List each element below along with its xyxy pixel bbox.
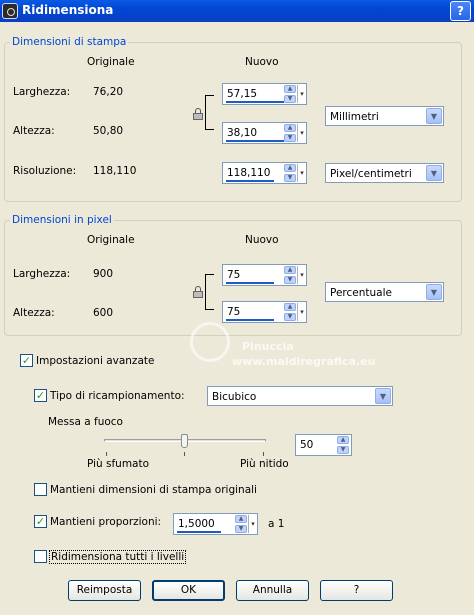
pixel-new-header: Nuovo [245, 234, 279, 246]
spin-down-icon[interactable]: ▼ [284, 174, 296, 182]
spin-down-icon[interactable]: ▼ [284, 276, 296, 284]
sharpen-value: 50 [300, 439, 314, 451]
spin-up-icon[interactable]: ▲ [284, 85, 296, 93]
dropdown-arrow-icon[interactable]: ▾ [297, 85, 306, 103]
spin-down-icon[interactable]: ▼ [284, 134, 296, 142]
resize-all-layers-label: Ridimensiona tutti i livelli [51, 551, 185, 563]
help-button[interactable]: ? [320, 580, 393, 601]
dropdown-arrow-icon[interactable]: ▾ [297, 164, 306, 182]
window-title: Ridimensiona [22, 3, 114, 17]
sharpen-slider-thumb[interactable] [181, 434, 188, 448]
pixel-height-input[interactable] [222, 301, 307, 323]
keep-ratio-label: Mantieni proporzioni: [50, 516, 162, 528]
sharpen-label: Messa a fuoco [48, 416, 123, 428]
keep-print-size-label: Mantieni dimensioni di stampa originali [50, 484, 257, 496]
title-bar[interactable] [0, 0, 474, 22]
resolution-original: 118,110 [93, 165, 137, 177]
spin-down-icon[interactable]: ▼ [284, 95, 296, 103]
pixel-link-bracket [205, 274, 214, 310]
resolution-value: 118,110 [227, 167, 271, 179]
spin-up-icon[interactable]: ▲ [284, 266, 296, 274]
spin-up-icon[interactable]: ▲ [235, 515, 247, 523]
resolution-input[interactable] [222, 162, 307, 184]
sharpen-input[interactable] [295, 434, 352, 456]
advanced-settings-label: Impostazioni avanzate [36, 355, 155, 367]
watermark-name: Pinuccia [242, 340, 294, 353]
lock-icon [193, 108, 203, 120]
spin-down-icon[interactable]: ▼ [284, 313, 296, 321]
print-new-header: Nuovo [245, 56, 279, 68]
pixel-height-label: Altezza: [13, 307, 55, 319]
pixel-unit-select[interactable] [325, 282, 444, 302]
spin-down-icon[interactable]: ▼ [235, 525, 247, 533]
print-width-value: 57,15 [227, 88, 258, 100]
chevron-down-icon[interactable]: ▼ [426, 165, 442, 181]
resolution-unit-value: Pixel/centimetri [330, 168, 412, 180]
sharpen-left-label: Più sfumato [87, 458, 150, 470]
slider-tick-right [263, 452, 264, 456]
print-link-bracket [205, 95, 214, 130]
chevron-down-icon[interactable]: ▼ [426, 108, 442, 124]
print-original-header: Originale [87, 56, 135, 68]
spin-up-icon[interactable]: ▲ [284, 124, 296, 132]
check-icon: ✓ [35, 389, 46, 402]
resolution-underline [226, 180, 274, 182]
sharpen-right-label: Più nitido [240, 458, 289, 470]
ratio-value: 1,5000 [178, 518, 215, 530]
pixel-unit-value: Percentuale [330, 287, 392, 299]
pixel-width-underline [226, 282, 274, 284]
keep-ratio-checkbox[interactable] [34, 515, 47, 528]
check-icon: ✓ [21, 354, 32, 367]
pixel-height-value: 75 [227, 306, 241, 318]
print-width-original: 76,20 [93, 86, 124, 98]
print-height-value: 38,10 [227, 127, 258, 139]
advanced-settings-checkbox[interactable] [20, 354, 33, 367]
resize-all-layers-checkbox[interactable] [34, 550, 47, 563]
pixel-height-underline [226, 319, 274, 321]
print-unit-select[interactable] [325, 106, 444, 126]
resolution-label: Risoluzione: [13, 165, 77, 177]
resample-checkbox[interactable] [34, 389, 47, 402]
resample-select[interactable] [207, 386, 393, 406]
ratio-input[interactable] [173, 513, 258, 535]
print-dimensions-legend: Dimensioni di stampa [12, 36, 127, 48]
resample-label: Tipo di ricampionamento: [50, 390, 185, 402]
watermark-logo [190, 322, 230, 362]
title-help-button[interactable]: ? [450, 1, 471, 21]
app-icon [2, 3, 18, 19]
print-height-input[interactable] [222, 122, 307, 144]
print-width-input[interactable] [222, 83, 307, 105]
resample-value: Bicubico [212, 391, 257, 403]
slider-tick-left [106, 452, 107, 456]
pixel-width-value: 75 [227, 269, 241, 281]
chevron-down-icon[interactable]: ▼ [426, 284, 442, 300]
check-icon: ✓ [35, 515, 46, 528]
keep-print-size-checkbox[interactable] [34, 483, 47, 496]
print-unit-value: Millimetri [330, 111, 379, 123]
watermark-url: www.maidiregrafica.eu [232, 355, 376, 368]
lock-icon [193, 286, 203, 298]
print-height-label: Altezza: [13, 125, 55, 137]
print-width-underline [226, 101, 284, 103]
print-height-original: 50,80 [93, 125, 124, 137]
pixel-width-input[interactable] [222, 264, 307, 286]
spin-up-icon[interactable]: ▲ [284, 303, 296, 311]
ratio-underline [177, 531, 221, 533]
ratio-suffix: a 1 [268, 518, 285, 530]
pixel-original-header: Originale [87, 234, 135, 246]
dropdown-arrow-icon[interactable]: ▾ [297, 303, 306, 321]
reset-button[interactable]: Reimposta [68, 580, 141, 601]
chevron-down-icon[interactable]: ▼ [375, 388, 391, 404]
spin-up-icon[interactable]: ▲ [284, 164, 296, 172]
pixel-width-original: 900 [93, 268, 114, 280]
print-width-label: Larghezza: [13, 86, 71, 98]
dropdown-arrow-icon[interactable]: ▾ [248, 515, 257, 533]
ok-button[interactable]: OK [152, 580, 225, 601]
dropdown-arrow-icon[interactable]: ▾ [297, 124, 306, 142]
spin-down-icon[interactable]: ▼ [337, 446, 349, 454]
spin-up-icon[interactable]: ▲ [337, 436, 349, 444]
pixel-dimensions-legend: Dimensioni in pixel [12, 214, 112, 226]
pixel-height-original: 600 [93, 307, 114, 319]
slider-tick-mid [184, 452, 185, 456]
dropdown-arrow-icon[interactable]: ▾ [297, 266, 306, 284]
resolution-unit-select[interactable] [325, 163, 444, 183]
print-height-underline [226, 140, 284, 142]
pixel-width-label: Larghezza: [13, 268, 71, 280]
cancel-button[interactable]: Annulla [236, 580, 309, 601]
